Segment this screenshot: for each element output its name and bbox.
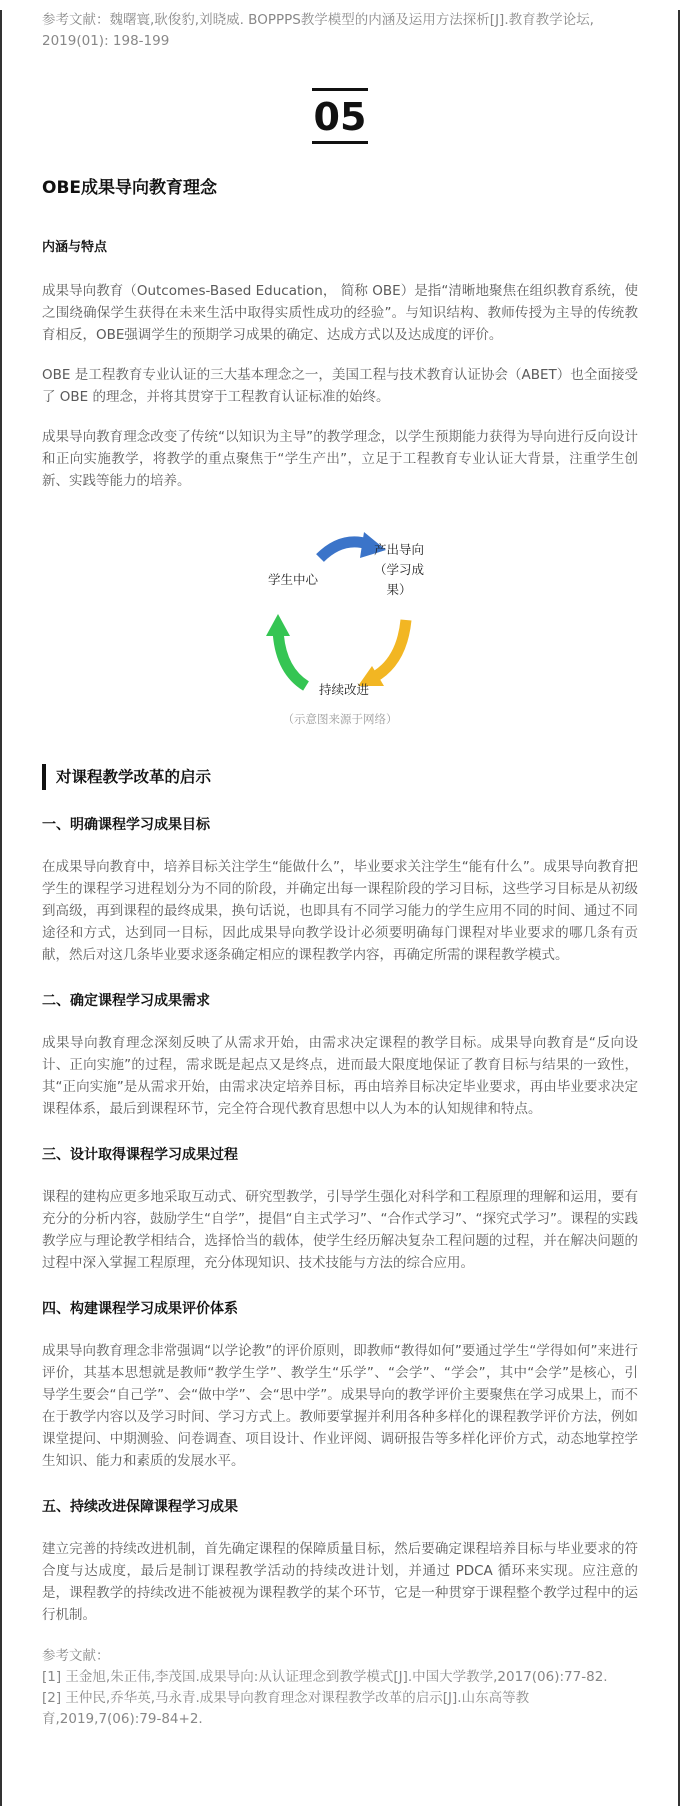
node-right-line-1: 产出导向 (373, 542, 425, 557)
article-page (0, 10, 680, 1806)
subsection-heading-5: 五、持续改进保障课程学习成果 (42, 1499, 238, 1515)
left-arrowhead (266, 614, 290, 636)
subsection-heading-1: 一、明确课程学习成果目标 (42, 817, 210, 833)
node-left-label: 学生中心 (267, 572, 319, 587)
subsection-text-4: 成果导向教育理念非常强调“以学论教”的评价原则，即教师“教得如何”要通过学生“学得如何”来进行评价，其基本思想就是教师“教学生学”、教学生“乐学”、“会学”、“学会”，其中“会学”是核心，引导学生要会“自己学”、会“做中学”、会“思中学”。成果导向的教学评价主要聚焦在学习成果上，而不在于教学内容以及学习时间、学习方式上。教师要掌握并利用各种多样化的课程教学评价方法，例如课堂提问、中期测验、问卷调查、项目设计、作业评阅、调研报告等多样化评价方式，动态地掌控学生知识、能力和素质的发展水平。 (42, 1343, 638, 1469)
article-title: OBE成果导向教育理念 (42, 178, 218, 198)
reference-item-2: [2] 王仲民,乔华英,马永青.成果导向教育理念对课程教学改革的启示[J].山东高等教育,2019,7(06):79-84+2. (42, 1690, 530, 1727)
node-bottom-label: 持续改进 (318, 682, 370, 697)
subsection-text-1: 在成果导向教育中，培养目标关注学生“能做什么”，毕业要求关注学生“能有什么”。成果导向教育把学生的课程学习进程划分为不同的阶段，并确定出每一课程阶段的学习目标，这些学习目标是从初级到高级，再到课程的最终成果，换句话说，也即具有不同学习能力的学生应用不同的时间、通过不同途径和方式，达到同一目标，因此成果导向教学设计必须要明确每门课程对毕业要求的哪几条有贡献，然后对这几条毕业要求逐条确定相应的课程教学内容，再确定所需的课程教学模式。 (42, 859, 638, 963)
intro-paragraph-2: OBE 是工程教育专业认证的三大基本理念之一，美国工程与技术教育认证协会（ABET）也全面接受了 OBE 的理念，并将其贯穿于工程教育认证标准的始终。 (42, 367, 638, 405)
subsection-text-2: 成果导向教育理念深刻反映了从需求开始，由需求决定课程的教学目标。成果导向教育是“反向设计、正向实施”的过程，需求既是起点又是终点，进而最大限度地保证了教育目标与结果的一致性，其“正向实施”是从需求开始，由需求决定培养目标，再由培养目标决定毕业要求，再由毕业要求决定课程体系，最后到课程环节，完全符合现代教育思想中以人为本的认知规律和特点。 (42, 1035, 638, 1117)
reference-item-1: [1] 王金旭,朱正伟,李茂国.成果导向:从认证理念到教学模式[J].中国大学教学,2017(06):77-82. (42, 1669, 608, 1685)
subsection-text-3: 课程的建构应更多地采取互动式、研究型教学，引导学生强化对科学和工程原理的理解和运用，要有充分的分析内容，鼓励学生“自学”，提倡“自主式学习”、“合作式学习”、“探究式学习”。课程的实践教学应与理论教学相结合，选择恰当的载体，使学生经历解决复杂工程问题的过程，并在解决问题的过程中深入掌握工程原理，充分体现知识、技术技能与方法的综合应用。 (42, 1189, 638, 1271)
node-right-line-3: 果） (386, 582, 412, 597)
node-right-line-2: （学习成 (373, 562, 425, 577)
subsection-heading-2: 二、确定课程学习成果需求 (42, 993, 210, 1009)
top-reference: 参考文献：魏曙寰,耿俊豹,刘晓威. BOPPPS教学模型的内涵及运用方法探析[J].教育教学论坛, 2019(01): 198-199 (42, 12, 594, 49)
subtitle: 内涵与特点 (42, 240, 108, 255)
references (42, 1646, 638, 1730)
section-heading: 对课程教学改革的启示 (42, 764, 678, 790)
references-label: 参考文献： (42, 1648, 110, 1664)
subsection-text-5: 建立完善的持续改进机制，首先确定课程的保障质量目标，然后要确定课程培养目标与毕业要求的符合度与达成度，最后是制订课程教学活动的持续改进计划，并通过 PDCA 循环来实现。应注意的是，课程教学的持续改进不能被视为课程教学的某个环节，它是一种贯穿于课程整个教学过程中的运行机制。 (42, 1541, 638, 1623)
left-arrow (278, 630, 306, 686)
obe-cycle-diagram (2, 510, 680, 710)
intro-paragraph-1: 成果导向教育（Outcomes-Based Education， 简称 OBE）是指“清晰地聚焦在组织教育系统，使之围绕确保学生获得在未来生活中取得实质性成功的经验”。与知识结构、教师传授为主导的传统教育相反，OBE强调学生的预期学习成果的确定、达成方式以及达成度的评价。 (42, 283, 638, 343)
right-arrow (376, 620, 406, 676)
subsection-heading-4: 四、构建课程学习成果评价体系 (42, 1301, 238, 1317)
intro-paragraph-3: 成果导向教育理念改变了传统“以知识为主导”的教学理念，以学生预期能力获得为导向进行反向设计和正向实施教学，将教学的重点聚焦于“学生产出”，立足于工程教育专业认证大背景，注重学生创新、实践等能力的培养。 (42, 429, 638, 489)
section-number-wrap (2, 88, 678, 144)
section-number: 05 (312, 88, 369, 144)
diagram-caption: （示意图来源于网络） (282, 712, 398, 726)
subsection-heading-3: 三、设计取得课程学习成果过程 (42, 1147, 238, 1163)
cycle-svg (2, 510, 680, 710)
